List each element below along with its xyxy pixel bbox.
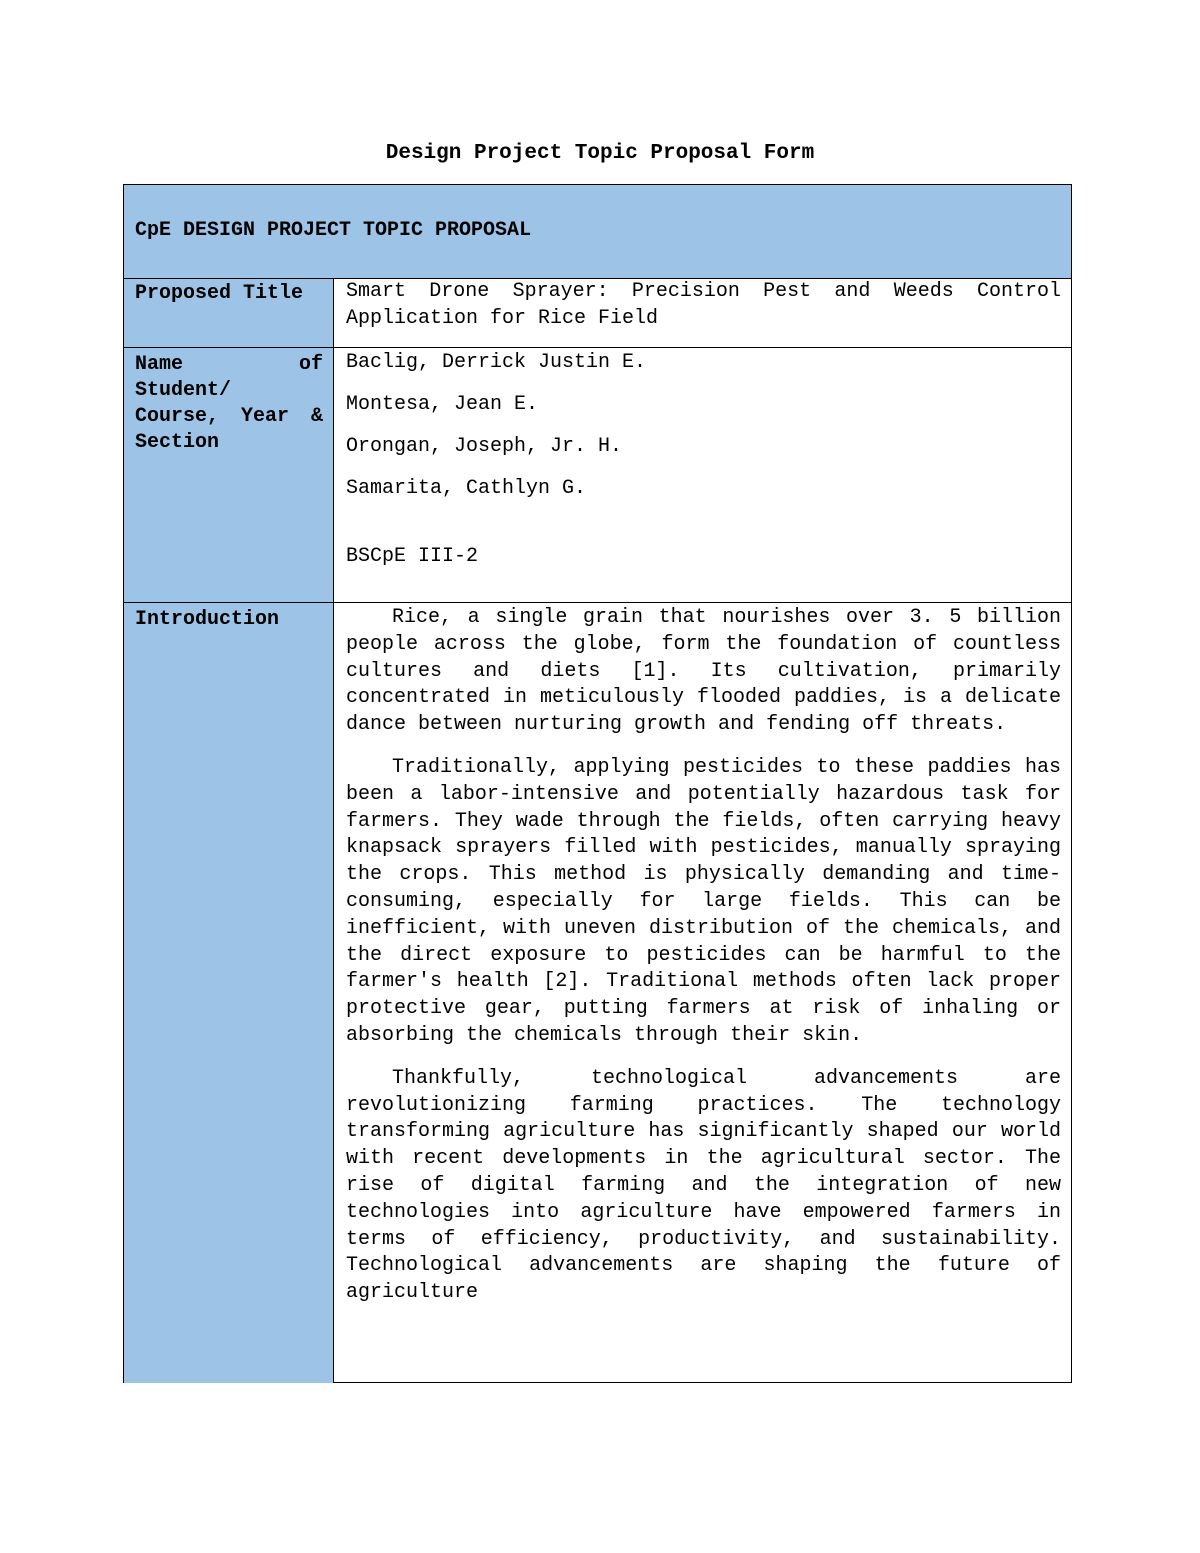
student-name: Montesa, Jean E. <box>346 393 539 416</box>
page-title: Design Project Topic Proposal Form <box>385 142 815 165</box>
students-label: Name of Student/ Course, Year & Section <box>135 353 323 454</box>
introduction-value <box>346 605 1061 1381</box>
introduction-paragraph: Traditionally, applying pesticides to these paddies has been a labor-intensive and potentially hazardous task for farmers. They wade through the fields, often carrying heavy knapsack sprayers filled with pesticides, manually spraying the crops. This method is physically demanding and time-consuming, especially for large fields. This can be inefficient, with uneven distribution of the chemicals, and the direct exposure to pesticides can be harmful to the farmer's health [2]. Traditional methods often lack proper protective gear, putting farmers at risk of inhaling or absorbing the chemicals through their skin. <box>346 755 1061 1047</box>
introduction-paragraph: Thankfully, technological advancements are revolutionizing farming practices. The technology transforming agriculture has significantly shaped our world with recent developments in the agricultural sector. The rise of digital farming and the integration of new technologies into agriculture have empowered farmers in terms of efficiency, productivity, and sustainability. Technological advancements are shaping the future of agriculture <box>346 1066 1061 1305</box>
introduction-label: Introduction <box>135 608 280 631</box>
row-divider <box>124 602 1071 603</box>
proposal-form-table <box>123 184 1072 1383</box>
introduction-paragraph: Rice, a single grain that nourishes over 3. 5 billion people across the globe, form the foundation of countless cultures and diets [1]. Its cultivation, primarily concentrated in meticulously flooded paddies, is a delicate dance between nurturing growth and fending off threats. <box>346 606 1061 737</box>
proposed-title-label: Proposed Title <box>135 282 304 305</box>
row-divider <box>124 347 1071 348</box>
course-section: BSCpE III-2 <box>346 545 479 568</box>
student-name: Samarita, Cathlyn G. <box>346 477 587 500</box>
proposed-title-value: Smart Drone Sprayer: Precision Pest and Weeds Control Application for Rice Field <box>346 280 1061 330</box>
student-name: Baclig, Derrick Justin E. <box>346 351 647 374</box>
form-header-text: CpE DESIGN PROJECT TOPIC PROPOSAL <box>135 219 532 242</box>
student-name: Orongan, Joseph, Jr. H. <box>346 435 623 458</box>
students-value <box>346 350 1061 586</box>
form-header-row <box>124 185 1071 279</box>
label-column <box>124 279 334 1383</box>
